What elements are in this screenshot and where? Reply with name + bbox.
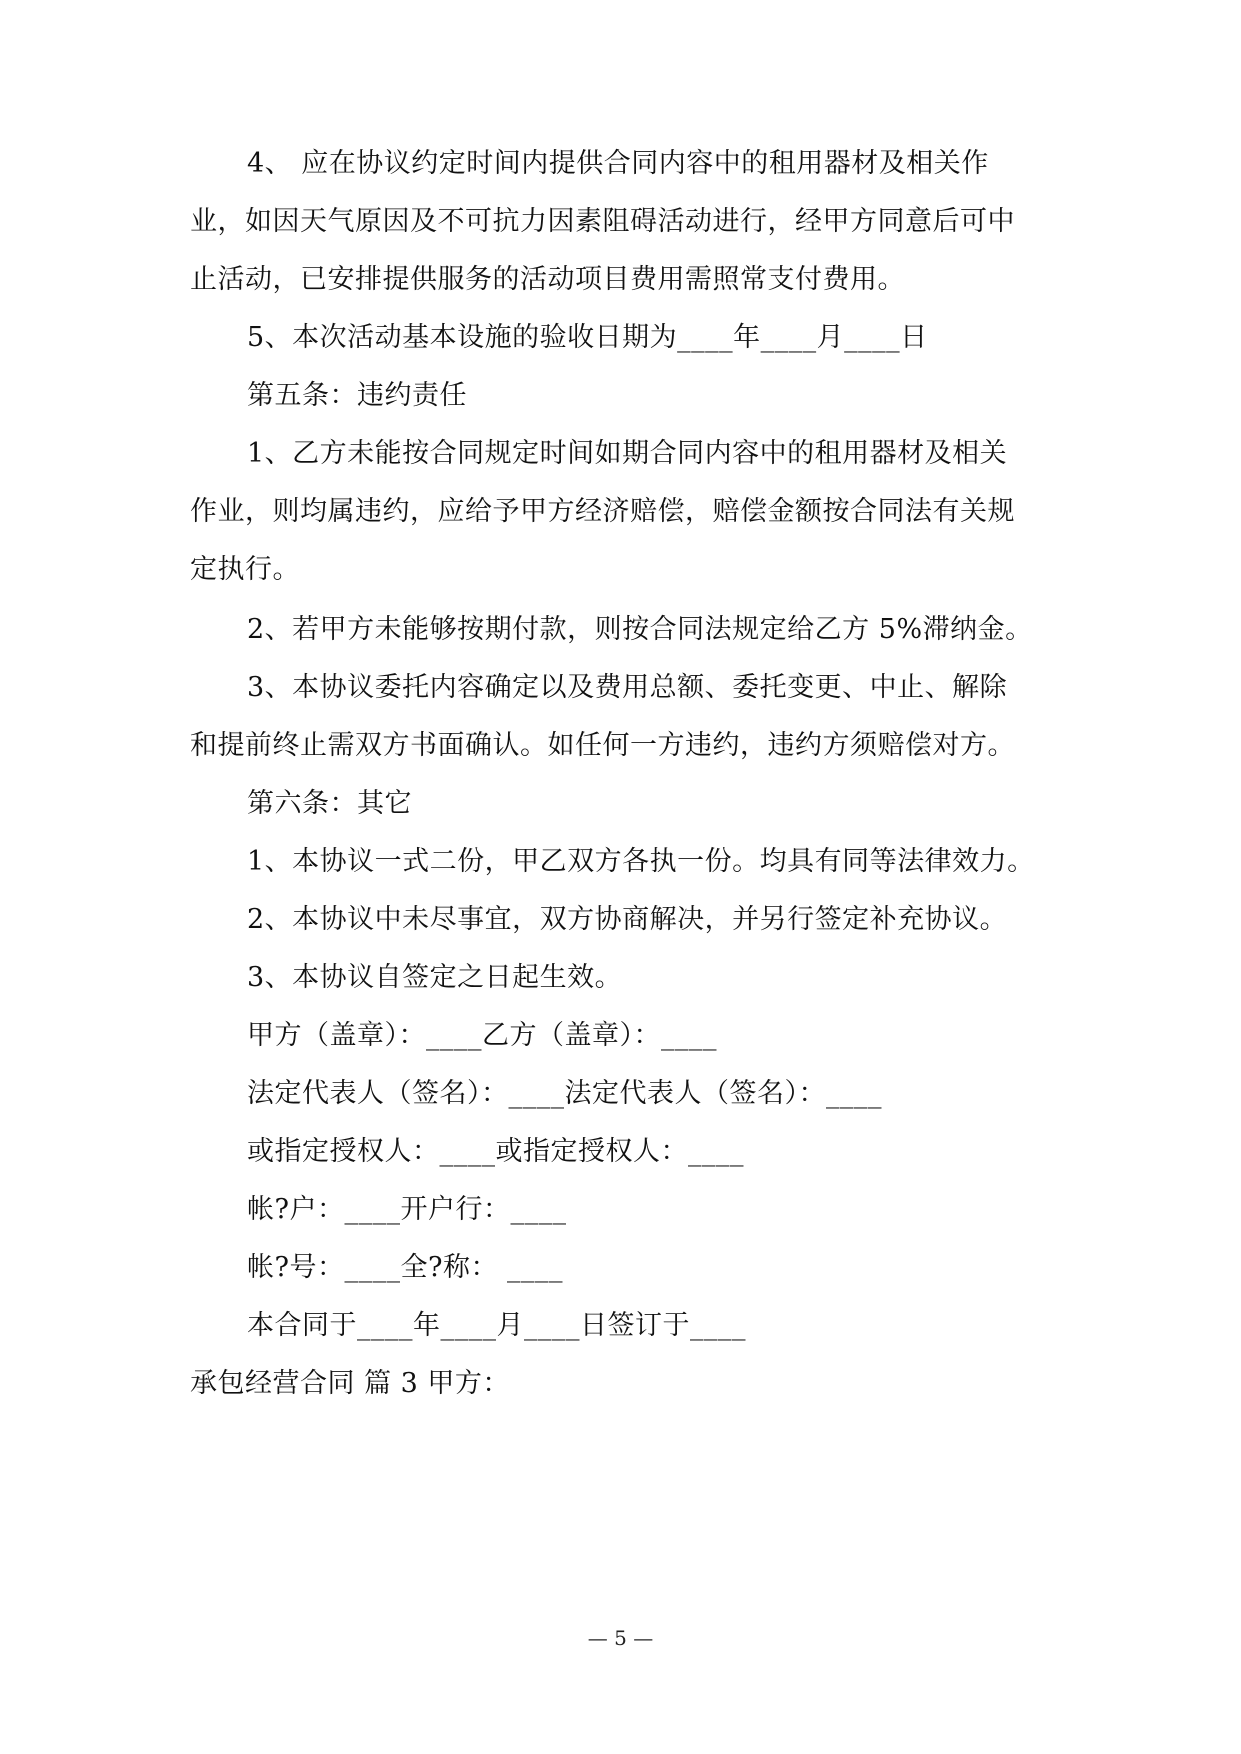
signing-date-line: 本合同于____年____月____日签订于____ [247, 1310, 746, 1341]
next-contract-heading: 承包经营合同 篇 3 甲方： [190, 1368, 510, 1399]
breach-1-line-1: 1、乙方未能按合同规定时间如期合同内容中的租用器材及相关 [247, 438, 1008, 469]
clause-4-line-1: 4、 应在协议约定时间内提供合同内容中的租用器材及相关作 [247, 148, 989, 179]
clause-5-acceptance-date: 5、本次活动基本设施的验收日期为____年____月____日 [247, 322, 928, 353]
breach-2-line: 2、若甲方未能够按期付款，则按合同法规定给乙方 5%滞纳金。 [247, 614, 1033, 645]
signature-representative-line: 法定代表人（签名）：____法定代表人（签名）：____ [247, 1078, 882, 1109]
page-number: — 5 — [587, 1626, 654, 1650]
breach-3-line-2: 和提前终止需双方书面确认。如任何一方违约，违约方须赔偿对方。 [190, 730, 1015, 761]
signature-authorized-line: 或指定授权人：____或指定授权人：____ [247, 1136, 744, 1167]
other-3-line: 3、本协议自签定之日起生效。 [247, 962, 623, 993]
account-holder-line: 帐?户：____开户行：____ [247, 1194, 567, 1225]
breach-1-line-3: 定执行。 [190, 554, 300, 585]
article-6-heading: 第六条：其它 [247, 788, 412, 819]
clause-4-line-3: 止活动，已安排提供服务的活动项目费用需照常支付费用。 [190, 264, 905, 295]
signature-seal-line: 甲方（盖章）：____乙方（盖章）：____ [247, 1020, 717, 1051]
article-5-heading: 第五条：违约责任 [247, 380, 467, 411]
breach-3-line-1: 3、本协议委托内容确定以及费用总额、委托变更、中止、解除 [247, 672, 1008, 703]
other-1-line: 1、本协议一式二份，甲乙双方各执一份。均具有同等法律效力。 [247, 846, 1035, 877]
clause-4-line-2: 业，如因天气原因及不可抗力因素阻碍活动进行，经甲方同意后可中 [190, 206, 1015, 237]
account-number-line: 帐?号：____全?称： ____ [247, 1252, 564, 1283]
other-2-line: 2、本协议中未尽事宜，双方协商解决，并另行签定补充协议。 [247, 904, 1008, 935]
breach-1-line-2: 作业，则均属违约，应给予甲方经济赔偿，赔偿金额按合同法有关规 [190, 496, 1015, 527]
